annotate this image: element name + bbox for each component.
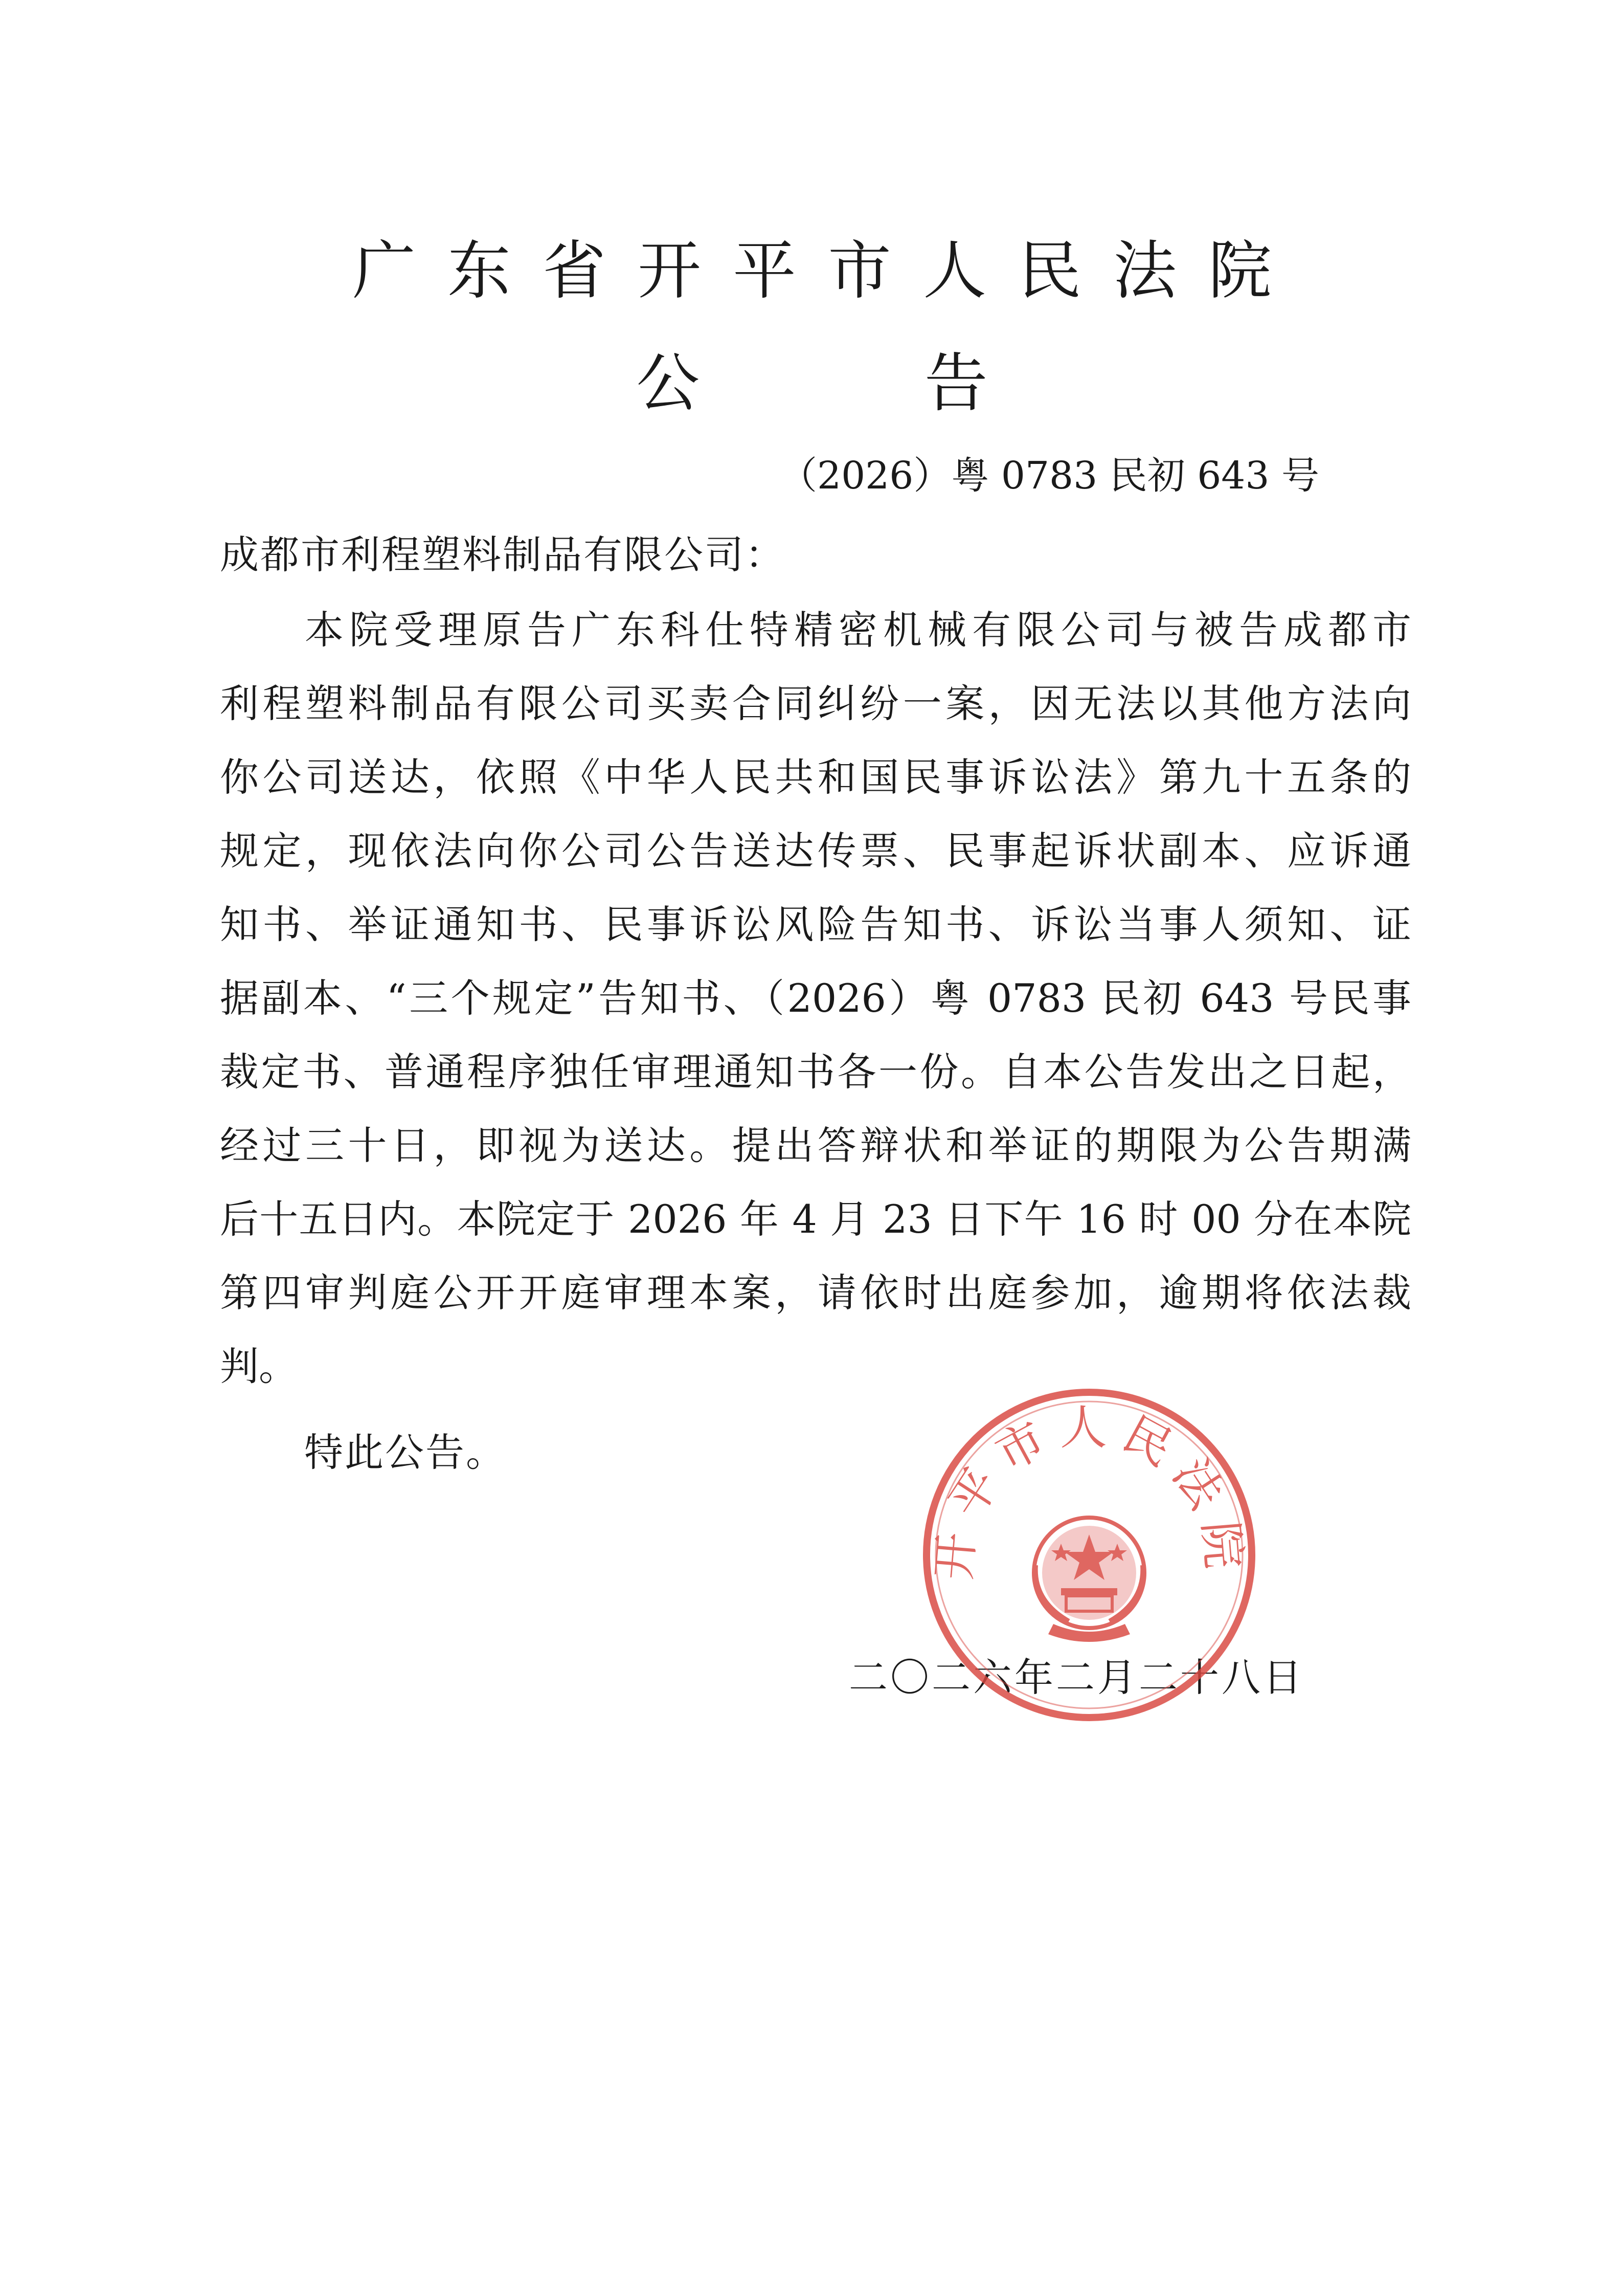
body-line: 知书、举证通知书、民事诉讼风险告知书、诉讼当事人须知、证: [220, 902, 1411, 947]
body-line: 利程塑料制品有限公司买卖合同纠纷一案，因无法以其他方法向: [220, 681, 1411, 726]
addressee: 成都市利程塑料制品有限公司：: [220, 532, 785, 577]
document-title: 公 告: [636, 347, 1090, 420]
national-emblem-icon: [1034, 1518, 1144, 1642]
body-line: 第四审判庭公开开庭审理本案，请依时出庭参加，逾期将依法裁: [220, 1270, 1411, 1316]
body-line: 你公司送达，依照《中华人民共和国民事诉讼法》第九十五条的: [220, 754, 1411, 800]
closing-statement: 特此公告。: [304, 1430, 506, 1475]
body-line: 经过三十日，即视为送达。提出答辩状和举证的期限为公告期满: [220, 1123, 1411, 1168]
notice-body: [220, 593, 1411, 1404]
court-seal-stamp: [915, 1381, 1263, 1729]
body-line: 本院受理原告广东科仕特精密机械有限公司与被告成都市: [305, 607, 1411, 653]
body-line: 规定，现依法向你公司公告送达传票、民事起诉状副本、应诉通: [220, 828, 1411, 874]
court-name-heading: 广东省开平市人民法院: [352, 234, 1303, 308]
case-number: （2026）粤 0783 民初 643 号: [779, 454, 1319, 498]
issue-date: 二〇二六年二月二十八日: [849, 1655, 1304, 1700]
body-line: 判。: [220, 1344, 298, 1389]
body-line: 据副本、“三个规定”告知书、（2026）粤 0783 民初 643 号民事: [220, 975, 1411, 1021]
body-line: 裁定书、普通程序独任审理通知书各一份。自本公告发出之日起，: [220, 1049, 1411, 1095]
body-line: 后十五日内。本院定于 2026 年 4 月 23 日下午 16 时 00 分在本院: [220, 1196, 1411, 1242]
seal-arc-text: 开平市人民法院: [926, 1400, 1252, 1582]
